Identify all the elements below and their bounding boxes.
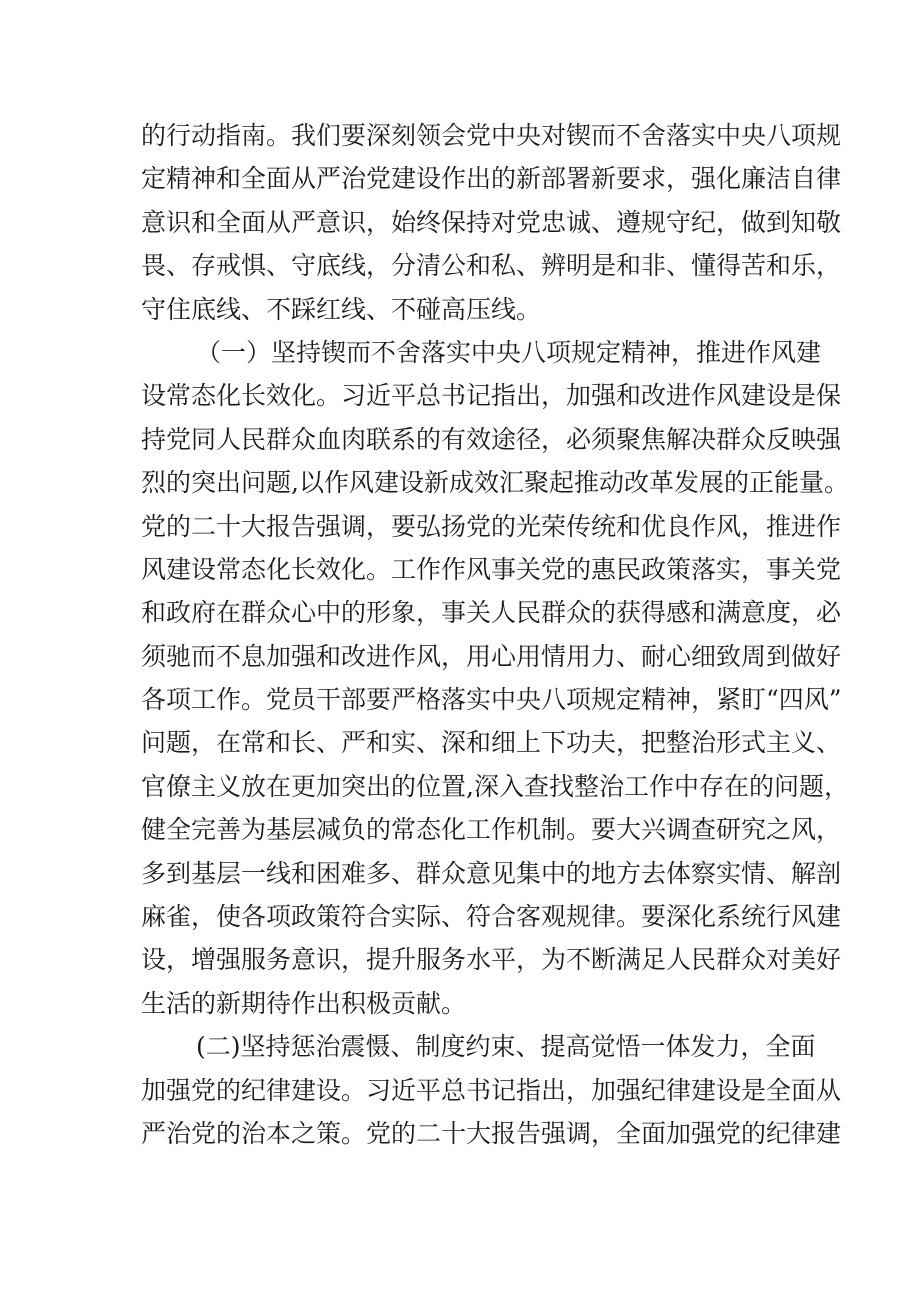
- text-line: 多到基层一线和困难多、群众意见集中的地方去体察实情、解剖: [141, 858, 842, 888]
- text-line: 烈的突出问题,以作风建设新成效汇聚起推动改革发展的正能量。: [141, 468, 849, 498]
- text-line: 持党同人民群众血肉联系的有效途径，必须聚焦解决群众反映强: [141, 424, 842, 454]
- text-line: 严治党的治本之策。党的二十大报告强调，全面加强党的纪律建: [141, 1118, 842, 1148]
- text-line: 的行动指南。我们要深刻领会党中央对锲而不舍落实中央八项规: [141, 121, 842, 150]
- text-line: 设，增强服务意识，提升服务水平，为不断满足人民群众对美好: [141, 945, 842, 975]
- text-line: 意识和全面从严意识，始终保持对党忠诚、遵规守纪，做到知敬: [141, 207, 842, 237]
- text-line: 生活的新期待作出积极贡献。: [141, 988, 467, 1018]
- text-line: 畏、存戒惧、守底线，分清公和私、辨明是和非、懂得苦和乐，: [141, 251, 842, 281]
- text-line: 党的二十大报告强调，要弘扬党的光荣传统和优良作风，推进作: [141, 511, 842, 541]
- section-heading-line: （一）坚持锲而不舍落实中央八项规定精神，推进作风建: [196, 337, 822, 367]
- text-line: 各项工作。党员干部要严格落实中央八项规定精神，紧盯“四风”: [141, 685, 842, 715]
- paragraph-1: [141, 114, 842, 331]
- paragraph-3: [141, 1025, 842, 1155]
- text-line: 和政府在群众心中的形象，事关人民群众的获得感和满意度，必: [141, 598, 842, 628]
- text-line: 问题，在常和长、严和实、深和细上下功夫，把整治形式主义、: [141, 728, 842, 758]
- text-line: 官僚主义放在更加突出的位置,深入查找整治工作中存在的问题，: [141, 771, 849, 801]
- document-body: [141, 114, 849, 1155]
- paragraph-2: [141, 331, 849, 1025]
- text-line: 设常态化长效化。习近平总书记指出，加强和改进作风建设是保: [141, 381, 842, 411]
- text-line: 须驰而不息加强和改进作风，用心用情用力、耐心细致周到做好: [141, 641, 842, 671]
- text-line: 健全完善为基层减负的常态化工作机制。要大兴调查研究之风，: [141, 815, 842, 845]
- text-line: 风建设常态化长效化。工作作风事关党的惠民政策落实，事关党: [141, 554, 842, 584]
- section-heading-line: (二)坚持惩治震慑、制度约束、提高觉悟一体发力，全面: [196, 1032, 816, 1062]
- text-line: 加强党的纪律建设。习近平总书记指出，加强纪律建设是全面从: [141, 1075, 842, 1105]
- text-line: 定精神和全面从严治党建设作出的新部署新要求，强化廉洁自律: [141, 164, 842, 194]
- text-line: 守住底线、不踩红线、不碰高压线。: [141, 294, 542, 324]
- text-line: 麻雀，使各项政策符合实际、符合客观规律。要深化系统行风建: [141, 902, 842, 932]
